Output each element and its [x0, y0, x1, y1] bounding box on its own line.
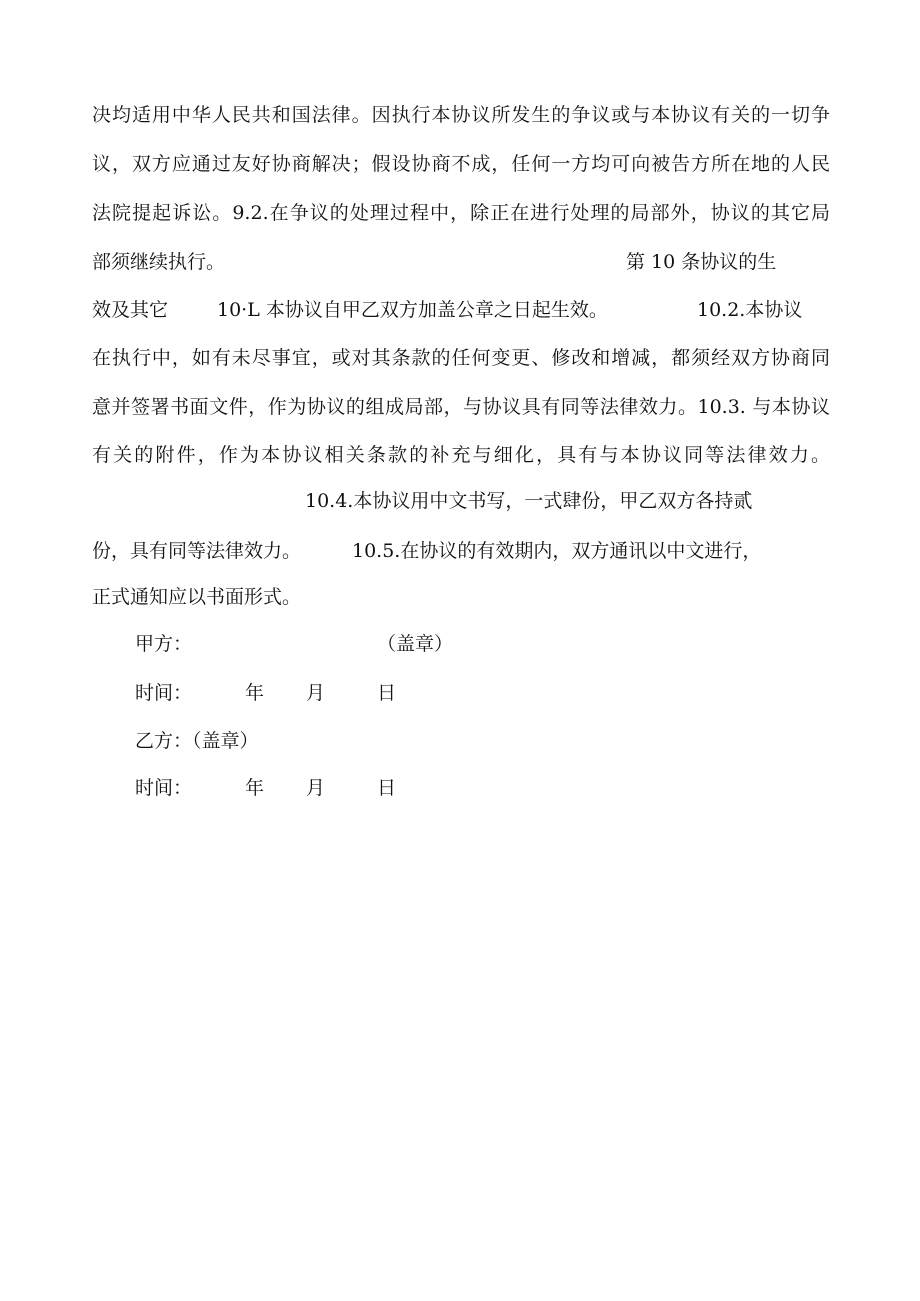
- clause-10-4-cont: 份，具有同等法律效力。: [92, 540, 302, 562]
- time-a-label: 时间：: [135, 682, 193, 704]
- party-a-seal: （盖章）: [377, 633, 454, 655]
- clause-10-5-cont: 正式通知应以书面形式。: [92, 586, 302, 608]
- time-b-year: 年: [245, 777, 265, 799]
- paragraph2-line-3: 有关的附件，作为本协议相关条款的补充与细化，具有与本协议同等法律效力。: [92, 444, 830, 466]
- time-a-day: 日: [377, 682, 397, 704]
- time-b-day: 日: [377, 777, 397, 799]
- clause-10-4: 10.4.本协议用中文书写，一式肆份，甲乙双方各持贰: [305, 490, 753, 512]
- time-a-month: 月: [306, 682, 326, 704]
- paragraph-line-2: 议，双方应通过友好协商解决；假设协商不成，任何一方均可向被告方所在地的人民: [92, 153, 830, 175]
- paragraph2-line-1: 在执行中，如有未尽事宜，或对其条款的任何变更、修改和增减，都须经双方协商同: [92, 347, 830, 369]
- paragraph-line-1: 决均适用中华人民共和国法律。因执行本协议所发生的争议或与本协议有关的一切争: [92, 104, 830, 126]
- clause-10-2-start: 10.2.本协议: [697, 299, 803, 321]
- clause-10-1: 10·L 本协议自甲乙双方加盖公章之日起生效。: [217, 299, 608, 321]
- section-10-heading: 第 10 条协议的生: [626, 251, 777, 273]
- paragraph2-line-2: 意并签署书面文件，作为协议的组成局部，与协议具有同等法律效力。10.3. 与本协议: [92, 396, 830, 418]
- party-b-label: 乙方：（盖章）: [135, 730, 259, 752]
- section-10-heading-cont: 效及其它: [92, 299, 169, 321]
- time-a-year: 年: [245, 682, 265, 704]
- clause-10-5: 10.5.在协议的有效期内，双方通讯以中文进行，: [352, 540, 762, 562]
- paragraph-line-4-left: 部须继续执行。: [92, 251, 226, 273]
- time-b-month: 月: [306, 777, 326, 799]
- paragraph-line-3: 法院提起诉讼。9.2.在争议的处理过程中，除正在进行处理的局部外，协议的其它局: [92, 202, 830, 224]
- party-a-label: 甲方：: [135, 633, 193, 655]
- time-b-label: 时间：: [135, 777, 193, 799]
